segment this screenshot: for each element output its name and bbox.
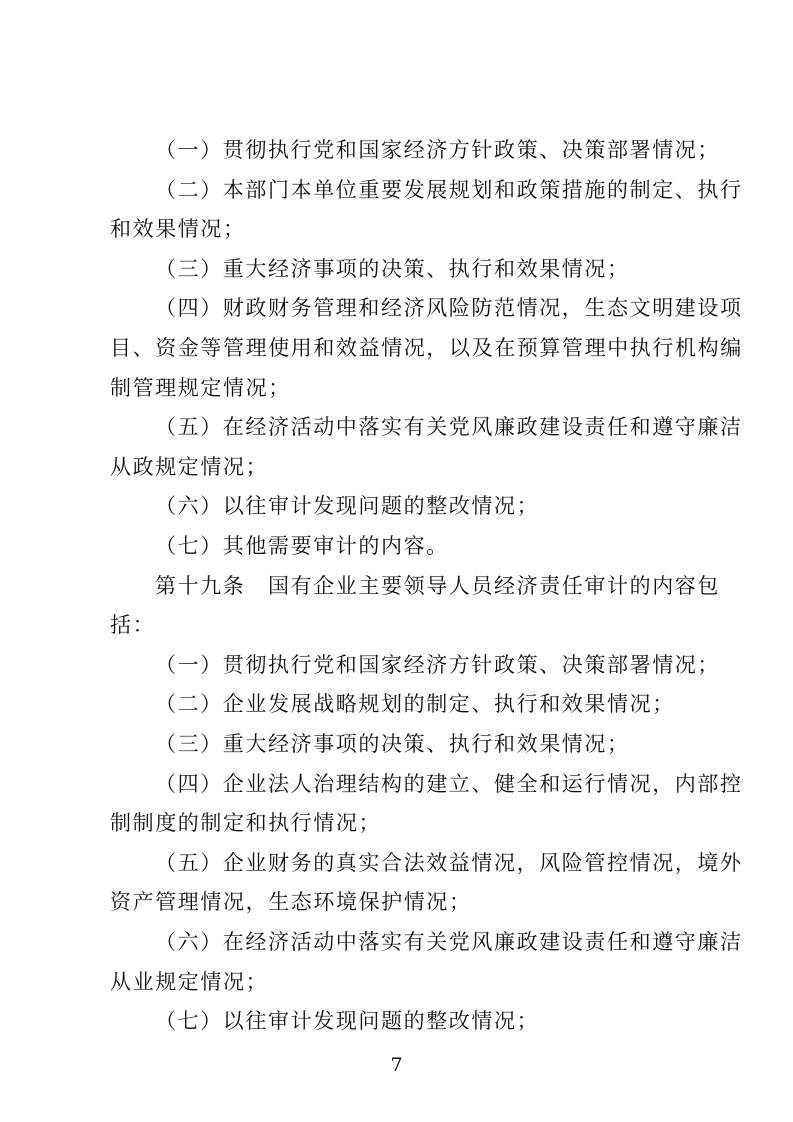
paragraph-line: （五）在经济活动中落实有关党风廉政建设责任和遵守廉洁 bbox=[155, 415, 743, 439]
paragraph-line: （四）财政财务管理和经济风险防范情况，生态文明建设项 bbox=[155, 296, 743, 320]
paragraph-line: 从业规定情况； bbox=[110, 970, 269, 994]
paragraph-line: 括： bbox=[110, 613, 156, 637]
article-heading-line: 第十九条 国有企业主要领导人员经济责任审计的内容包 bbox=[155, 574, 720, 598]
page-number: 7 bbox=[390, 1054, 403, 1076]
paragraph-line: 制管理规定情况； bbox=[110, 376, 291, 400]
paragraph-line: （一）贯彻执行党和国家经济方针政策、决策部署情况； bbox=[155, 138, 720, 162]
paragraph-line: （二）企业发展战略规划的制定、执行和效果情况； bbox=[155, 692, 675, 716]
paragraph-line: 目、资金等管理使用和效益情况，以及在预算管理中执行机构编 bbox=[110, 336, 743, 360]
paragraph-line: （六）在经济活动中落实有关党风廉政建设责任和遵守廉洁 bbox=[155, 930, 743, 954]
paragraph-line: （六）以往审计发现问题的整改情况； bbox=[155, 494, 540, 518]
paragraph-line: 和效果情况； bbox=[110, 217, 246, 241]
paragraph-line: 制制度的制定和执行情况； bbox=[110, 811, 382, 835]
paragraph-line: （七）以往审计发现问题的整改情况； bbox=[155, 1009, 540, 1033]
paragraph-line: （一）贯彻执行党和国家经济方针政策、决策部署情况； bbox=[155, 653, 720, 677]
paragraph-line: （七）其他需要审计的内容。 bbox=[155, 534, 449, 558]
paragraph-line: （三）重大经济事项的决策、执行和效果情况； bbox=[155, 257, 630, 281]
paragraph-line: （三）重大经济事项的决策、执行和效果情况； bbox=[155, 732, 630, 756]
paragraph-line: （二）本部门本单位重要发展规划和政策措施的制定、执行 bbox=[155, 178, 743, 202]
paragraph-line: 从政规定情况； bbox=[110, 455, 269, 479]
paragraph-line: （四）企业法人治理结构的建立、健全和运行情况，内部控 bbox=[155, 772, 743, 796]
paragraph-line: （五）企业财务的真实合法效益情况，风险管控情况，境外 bbox=[155, 851, 743, 875]
paragraph-line: 资产管理情况，生态环境保护情况； bbox=[110, 890, 472, 914]
